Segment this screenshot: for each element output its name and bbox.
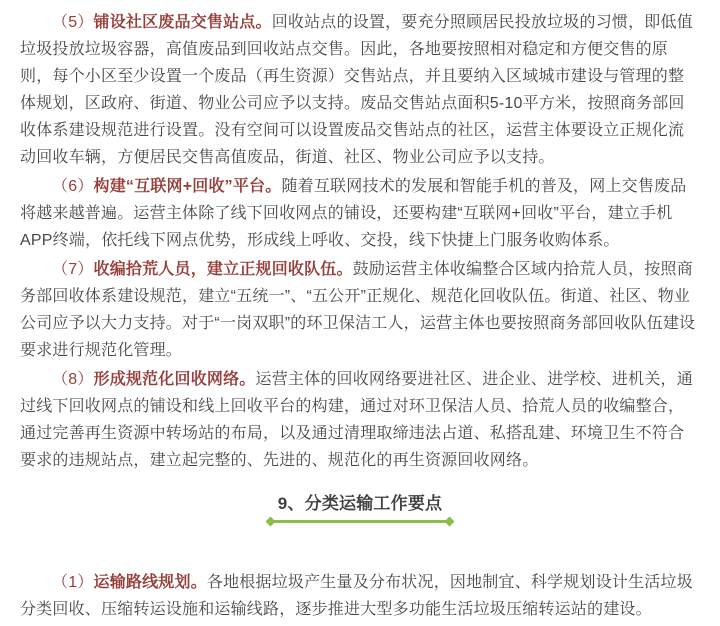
underline-bar — [274, 520, 446, 523]
paragraph-lead: 形成规范化回收网络。 — [93, 371, 256, 388]
paragraph-lead: 构建“互联网+回收”平台。 — [93, 178, 282, 195]
paragraph-transport-1 — [20, 569, 700, 623]
paragraph-lead: 铺设社区废品交售站点。 — [93, 14, 272, 31]
section-header-transport — [20, 492, 700, 525]
section-title: 9、分类运输工作要点 — [277, 494, 443, 513]
paragraph-recycling-8 — [20, 366, 700, 474]
section-title-underline — [267, 518, 453, 525]
paragraph-text: 运营主体的回收网络要进社区、进企业、进学校、进机关，通过线下回收网点的铺设和线上回收平台的构建，通过对环卫保洁人员、拾荒人员的收编整合，通过完善再生资源中转场站的布局，以及通过清理取缔违法占道、私搭乱建、环境卫生不符合要求的违规站点，建立起完整的、先进的、规范化的再生资源回收网络。 — [20, 371, 693, 469]
paragraph-recycling-5 — [20, 9, 700, 171]
paragraph-number: （6） — [52, 178, 94, 195]
paragraph-text: 随着互联网技术的发展和智能手机的普及，网上交售废品将越来越普遍。运营主体除了线下回收网点的铺设，还要构建“互联网+回收”平台，建立手机APP终端，依托线下网点优势，形成线上呼收、交投，线下快捷上门服务收购体系。 — [20, 178, 687, 249]
paragraph-number: （1） — [52, 574, 94, 591]
paragraph-recycling-6 — [20, 173, 700, 254]
diamond-right-icon — [445, 517, 455, 527]
diamond-left-icon — [266, 517, 276, 527]
paragraph-number: （8） — [52, 371, 94, 388]
paragraph-number: （5） — [52, 14, 94, 31]
paragraph-number: （7） — [52, 261, 94, 278]
paragraph-text: 回收站点的设置，要充分照顾居民投放垃圾的习惯，即低值垃圾投放垃圾容器，高值废品到回收站点交售。因此，各地要按照相对稳定和方便交售的原则，每个小区至少设置一个废品（再生资源）交售站点，并且要纳入区域城市建设与管理的整体规划，区政府、街道、物业公司应予以支持。废品交售站点面积5-10平方米，按照商务部回收体系建设规范进行设置。没有空间可以设置废品交售站点的社区，运营主体要设立正规化流动回收车辆，方便居民交售高值废品，街道、社区、物业公司应予以支持。 — [20, 14, 693, 166]
paragraph-text: 各地根据垃圾产生量及分布状况，因地制宜、科学规划设计生活垃圾分类回收、压缩转运设施和运输线路，逐步推进大型多功能生活垃圾压缩转运站的建设。 — [20, 574, 693, 618]
paragraph-recycling-7 — [20, 256, 700, 364]
paragraph-text: 鼓励运营主体收编整合区域内拾荒人员，按照商务部回收体系建设规范，建立“五统一”、“五公开”正规化、规范化回收队伍。街道、社区、物业公司应予以大力支持。对于“一岗双职”的环卫保洁工人，运营主体也要按照商务部回收队伍建设要求进行规范化管理。 — [20, 261, 696, 359]
paragraph-lead: 运输路线规划。 — [93, 574, 207, 591]
paragraph-lead: 收编拾荒人员，建立正规回收队伍。 — [93, 261, 353, 278]
